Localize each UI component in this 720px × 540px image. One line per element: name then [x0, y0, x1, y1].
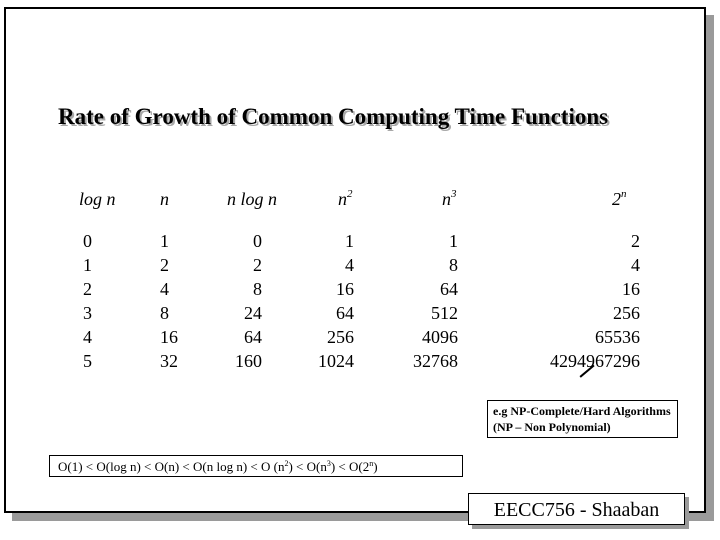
column-n-cubed: [386, 229, 458, 373]
order-exp-c: n: [369, 459, 374, 468]
order-exp-a: 2: [284, 459, 289, 468]
cell-n-squared-4: 256: [327, 327, 354, 347]
column-n-squared: [294, 229, 354, 373]
column-log-n: [83, 229, 103, 373]
cell-n-squared-3: 64: [336, 303, 354, 323]
cell-n-4: 16: [160, 327, 178, 347]
cell-n-squared-2: 16: [336, 279, 354, 299]
header-n-cubed-base: n: [442, 189, 451, 209]
cell-n-log-n-0: 0: [253, 231, 262, 251]
order-exp-b: 3: [326, 459, 331, 468]
header-two-to-n: [612, 189, 627, 210]
np-note-line-2: (NP – Non Polynomial): [493, 420, 611, 434]
np-note-box: [487, 400, 678, 438]
cell-n-3: 8: [160, 303, 169, 323]
cell-n-5: 32: [160, 351, 178, 371]
header-n-squared: [338, 189, 353, 210]
header-n-squared-exp: 2: [347, 188, 353, 200]
order-part-c: ) < O(2: [330, 459, 370, 474]
cell-two-to-n-4: 65536: [595, 327, 640, 347]
cell-n-log-n-4: 64: [244, 327, 262, 347]
cell-n-cubed-1: 8: [449, 255, 458, 275]
column-n: [160, 229, 190, 373]
cell-n-log-n-3: 24: [244, 303, 262, 323]
cell-n-squared-1: 4: [345, 255, 354, 275]
header-two-to-n-exp: n: [621, 188, 627, 200]
cell-log-n-4: 4: [83, 327, 92, 347]
slide-title: Rate of Growth of Common Computing Time Functions: [58, 104, 609, 129]
header-n-cubed: [442, 189, 457, 210]
complexity-order-box: [49, 455, 463, 477]
course-badge: EECC756 - Shaaban: [468, 493, 685, 525]
cell-log-n-5: 5: [83, 351, 92, 371]
column-n-log-n: [212, 229, 262, 373]
cell-log-n-0: 0: [83, 231, 92, 251]
cell-two-to-n-3: 256: [613, 303, 640, 323]
cell-two-to-n-2: 16: [622, 279, 640, 299]
cell-log-n-1: 1: [83, 255, 92, 275]
cell-n-squared-5: 1024: [318, 351, 354, 371]
cell-two-to-n-0: 2: [631, 231, 640, 251]
cell-n-squared-0: 1: [345, 231, 354, 251]
order-part-b: ) < O(n: [288, 459, 327, 474]
cell-n-2: 4: [160, 279, 169, 299]
cell-n-cubed-4: 4096: [422, 327, 458, 347]
cell-two-to-n-1: 4: [631, 255, 640, 275]
cell-n-log-n-1: 2: [253, 255, 262, 275]
np-note-line-1: e.g NP-Complete/Hard Algorithms: [493, 404, 671, 418]
cell-two-to-n-5: 4294967296: [550, 351, 640, 371]
header-two-to-n-base: 2: [612, 189, 621, 209]
order-part-a: O(1) < O(log n) < O(n) < O(n log n) < O (n: [58, 459, 285, 474]
header-n: n: [160, 189, 169, 209]
header-n-squared-base: n: [338, 189, 347, 209]
cell-n-cubed-5: 32768: [413, 351, 458, 371]
cell-log-n-3: 3: [83, 303, 92, 323]
cell-n-1: 2: [160, 255, 169, 275]
header-n-cubed-exp: 3: [451, 188, 457, 200]
cell-n-cubed-2: 64: [440, 279, 458, 299]
cell-n-log-n-2: 8: [253, 279, 262, 299]
cell-n-0: 1: [160, 231, 169, 251]
cell-log-n-2: 2: [83, 279, 92, 299]
cell-n-log-n-5: 160: [235, 351, 262, 371]
column-two-to-n: [520, 229, 640, 373]
order-part-d: ): [373, 459, 378, 474]
header-log-n: log n: [79, 189, 116, 209]
cell-n-cubed-0: 1: [449, 231, 458, 251]
header-n-log-n: n log n: [227, 189, 278, 209]
cell-n-cubed-3: 512: [431, 303, 458, 323]
